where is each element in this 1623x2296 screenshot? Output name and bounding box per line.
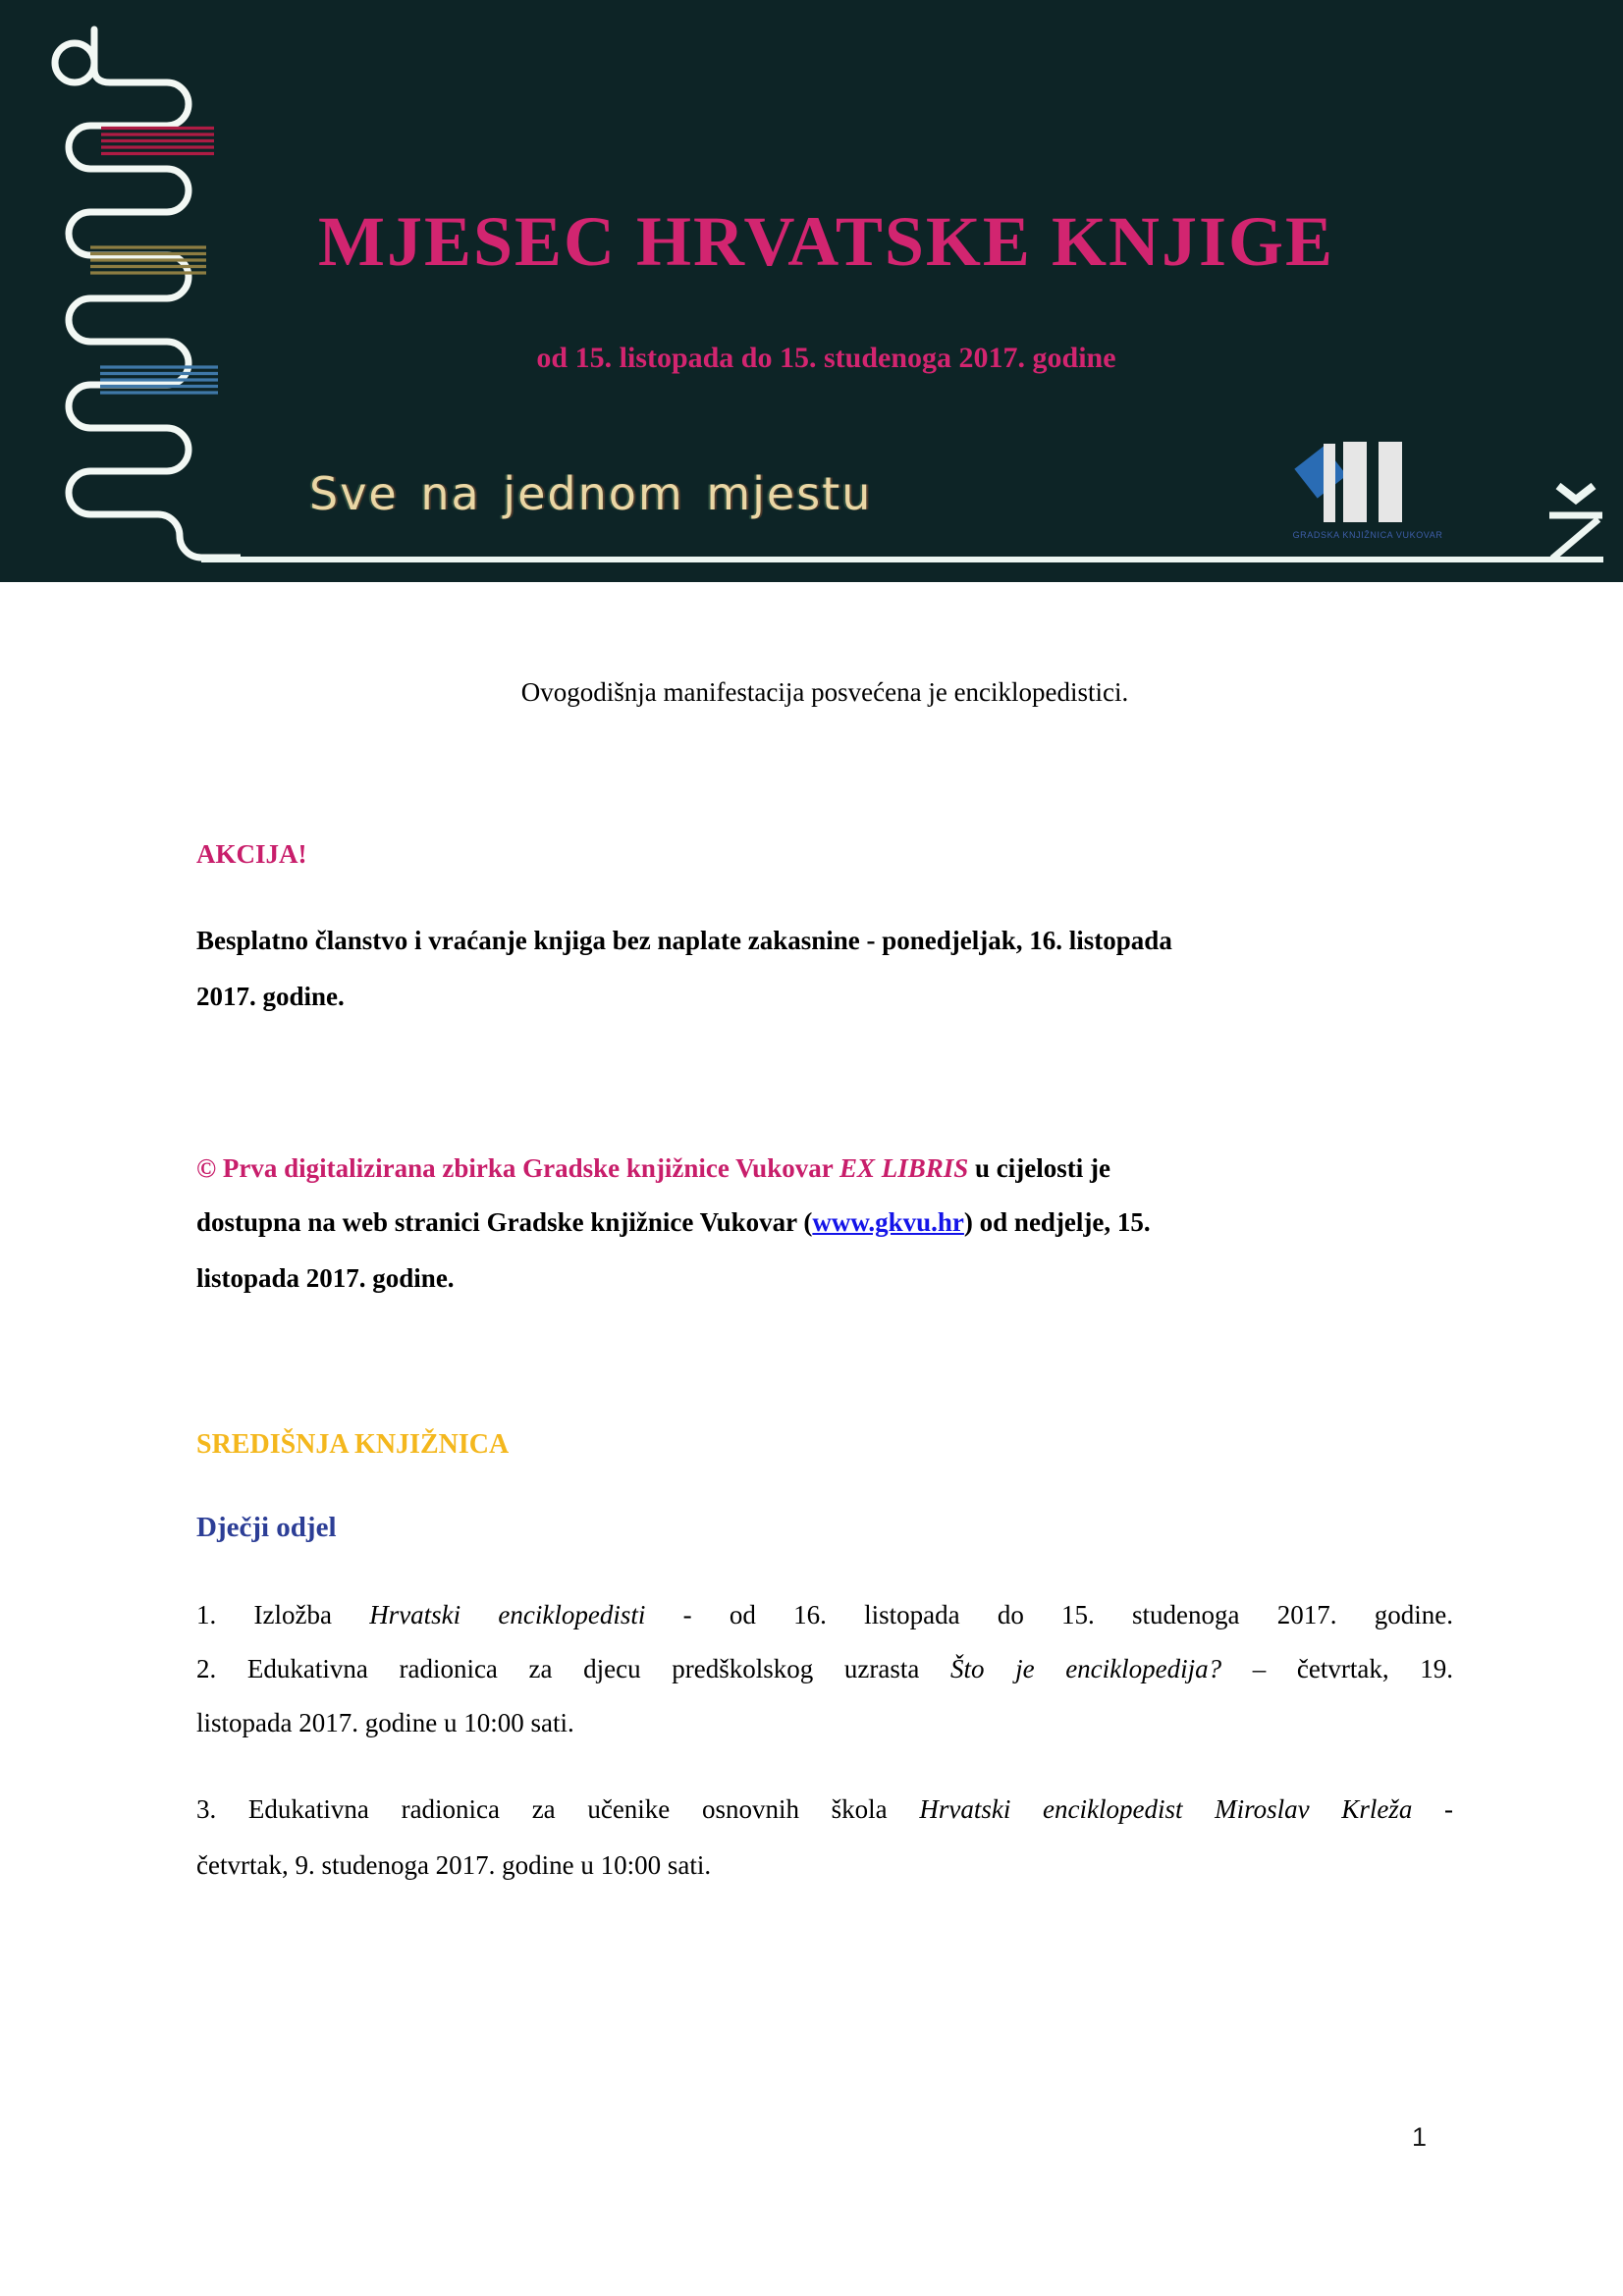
- item1-pre: 1. Izložba: [196, 1600, 370, 1629]
- header-banner: [0, 0, 1623, 582]
- logo-book-bar: [1324, 444, 1335, 522]
- book-squiggle-art: [0, 0, 241, 582]
- logo-book-bar: [1379, 442, 1402, 522]
- free-membership-line2: 2017. godine.: [196, 982, 345, 1011]
- page-number: 1: [1412, 2122, 1428, 2152]
- copyright-text: © Prva digitalizirana zbirka Gradske knjižnice Vukovar: [196, 1153, 839, 1183]
- item2-title: Što je enciklopedija?: [949, 1654, 1222, 1683]
- banner-tagline: Sve na jednom mjestu: [309, 467, 873, 520]
- banner-subtitle: od 15. listopada do 15. studenoga 2017. godine: [536, 342, 1116, 374]
- logo-diamond-icon: [1294, 446, 1346, 498]
- item2-pre: 2. Edukativna radionica za djecu predškolskog uzrasta: [196, 1654, 950, 1683]
- library-logo: [1294, 442, 1441, 545]
- digital-collection-line3: listopada 2017. godine.: [196, 1263, 455, 1293]
- event-item-3: [196, 1793, 1453, 1827]
- event-item-3-line2: četvrtak, 9. studenoga 2017. godine u 10:00 sati.: [196, 1850, 712, 1880]
- line2-post: ) od nedjelje, 15.: [963, 1207, 1151, 1237]
- digital-collection-line2: [196, 1206, 1453, 1240]
- line1-tail: u cijelosti je: [968, 1153, 1110, 1183]
- lead-sentence: Ovogodišnja manifestacija posvećena je enciklopedistici.: [520, 677, 1129, 707]
- banner-title: MJESEC HRVATSKE KNJIGE: [317, 202, 1335, 281]
- central-library-heading: SREDIŠNJA KNJIŽNICA: [196, 1429, 510, 1460]
- logo-caption: GRADSKA KNJIŽNICA VUKOVAR: [1292, 530, 1443, 540]
- digital-collection-line1: [196, 1152, 1453, 1186]
- children-department-heading: Dječji odjel: [196, 1512, 337, 1543]
- line2-pre: dostupna na web stranici Gradske knjižnice Vukovar (: [196, 1207, 813, 1237]
- event-item-2-line2: listopada 2017. godine u 10:00 sati.: [196, 1708, 574, 1737]
- gkvu-link[interactable]: www.gkvu.hr: [812, 1207, 964, 1237]
- item3-post: -: [1412, 1794, 1453, 1824]
- akcija-heading: AKCIJA!: [196, 839, 307, 869]
- item3-pre: 3. Edukativna radionica za učenike osnovnih škola: [196, 1794, 920, 1824]
- letter-a-bowl: [55, 43, 94, 82]
- item1-post: - od 16. listopada do 15. studenoga 2017. godine.: [645, 1600, 1453, 1629]
- event-item-1: [196, 1599, 1453, 1632]
- item3-title: Hrvatski enciklopedist Miroslav Krleža: [919, 1794, 1413, 1824]
- winding-line: [69, 29, 241, 558]
- ex-libris-title: EX LIBRIS: [839, 1153, 969, 1183]
- item1-title: Hrvatski enciklopedisti: [369, 1600, 646, 1629]
- event-item-2: [196, 1653, 1453, 1686]
- z-glyph-icon: [1537, 476, 1615, 564]
- free-membership-line1: Besplatno članstvo i vraćanje knjiga bez naplate zakasnine - ponedjeljak, 16. listopada: [196, 926, 1172, 955]
- item2-post: – četvrtak, 19.: [1221, 1654, 1453, 1683]
- logo-book-bar: [1343, 442, 1367, 522]
- red-book-stripes: [101, 129, 214, 154]
- banner-rule-line: [201, 557, 1603, 562]
